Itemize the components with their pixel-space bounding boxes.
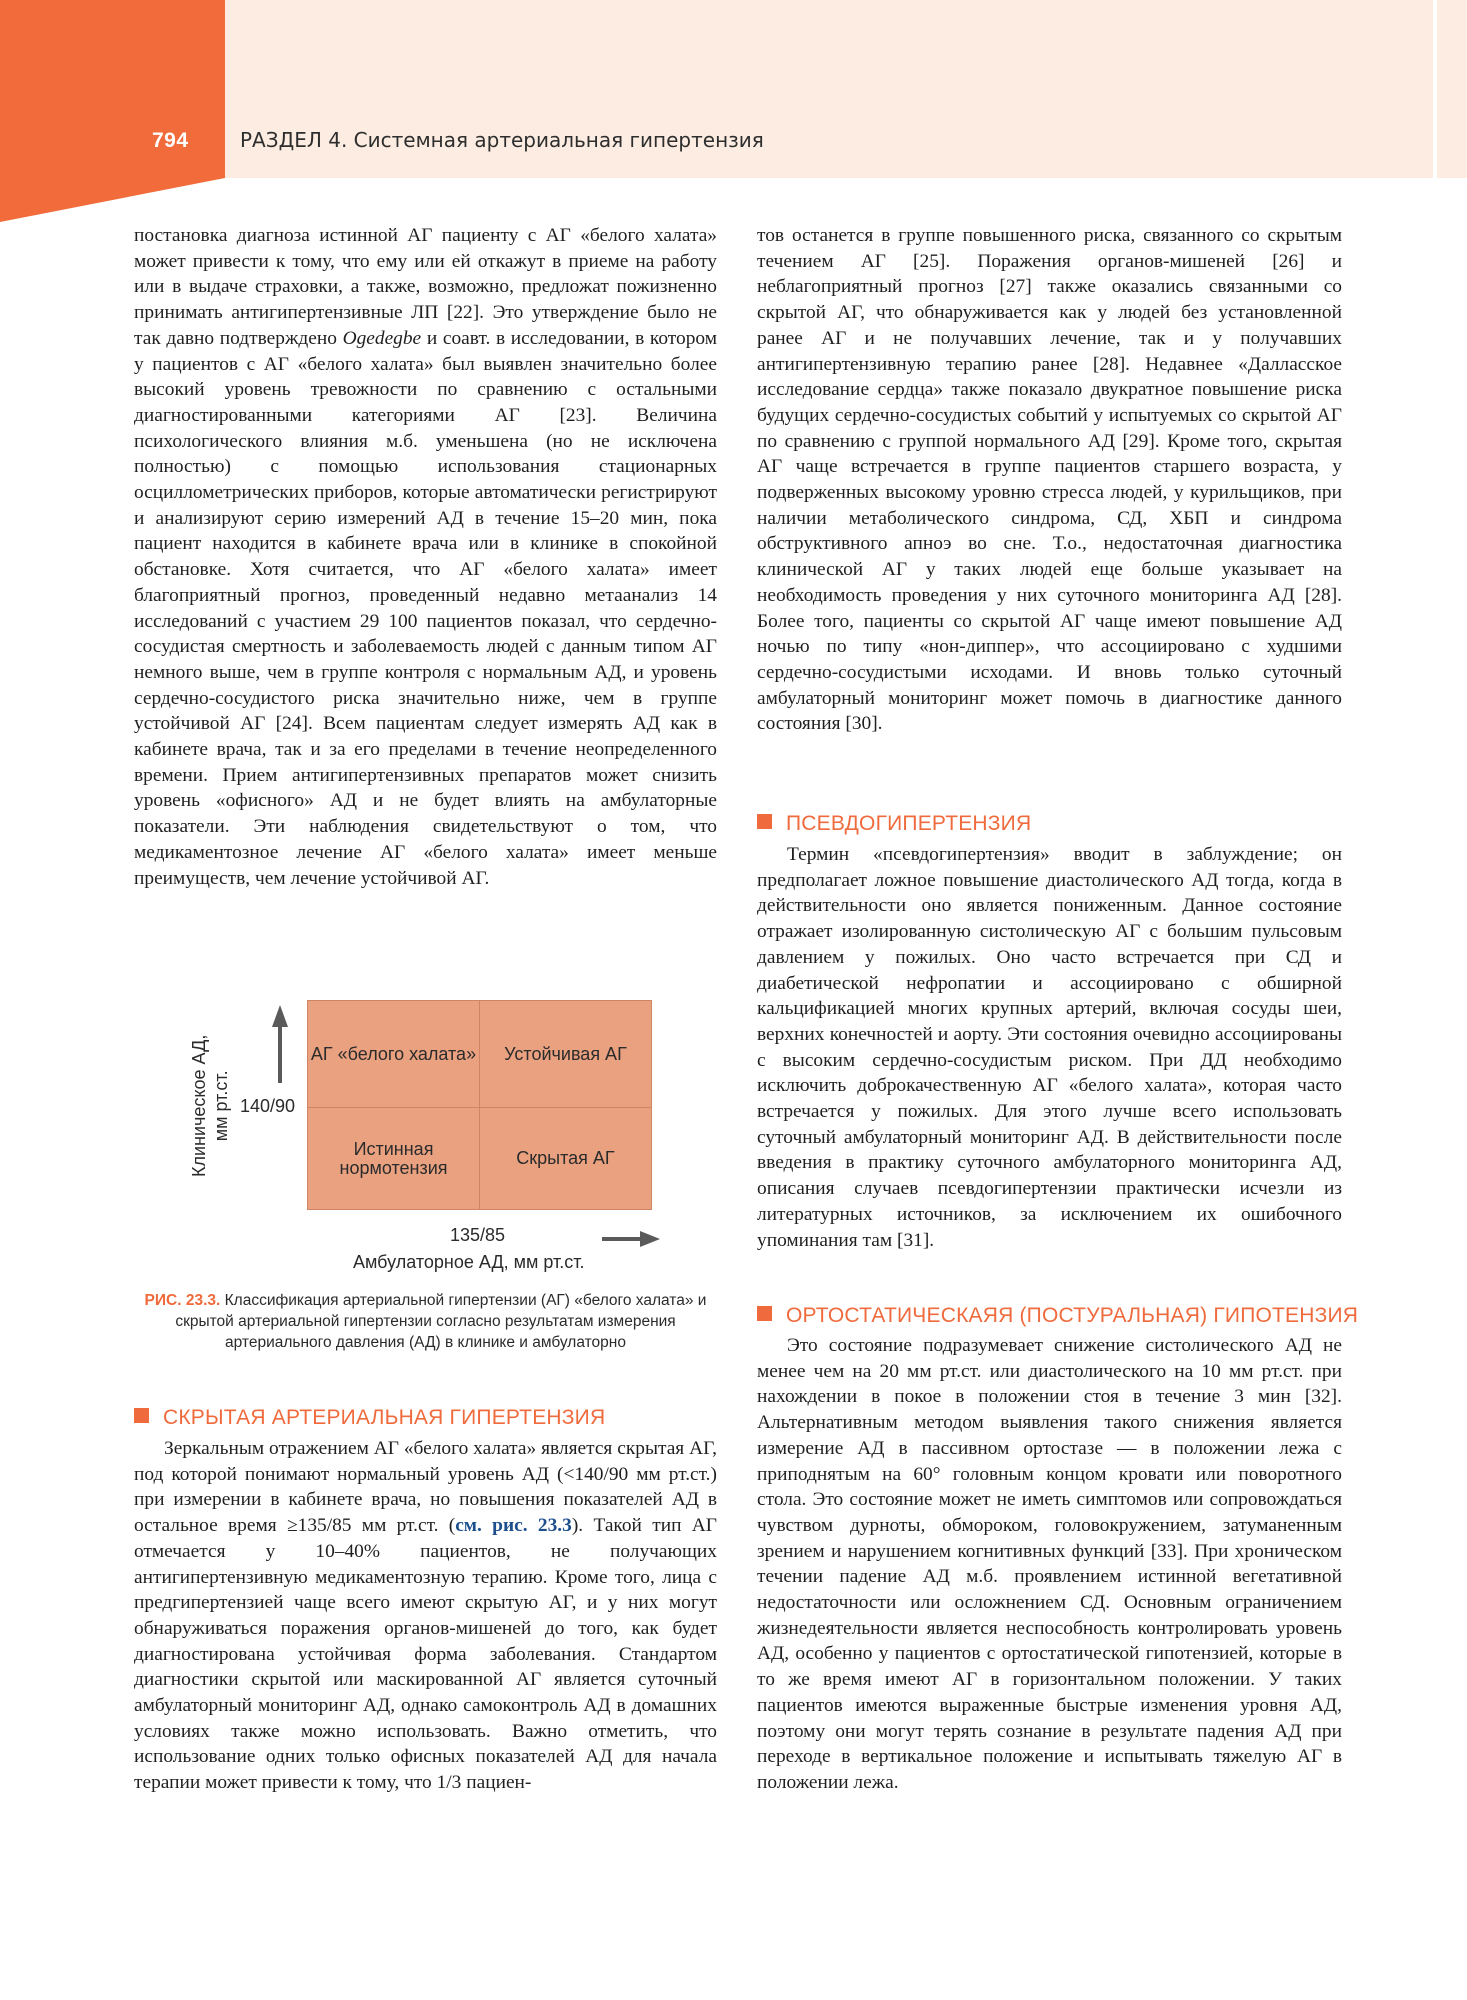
y-axis-arrow-head — [272, 1005, 288, 1027]
y-threshold-label: 140/90 — [240, 1096, 296, 1116]
x-axis-arrow-head — [640, 1231, 660, 1247]
heading-marker-icon — [757, 1306, 772, 1321]
figure-caption-text: Классификация артериальной гипертензии (АГ) «белого халата» и скрытой артериальной гипертензии согласно результатам измерения артериального давления (АД) в клинике и амбулаторно — [175, 1292, 707, 1351]
cell-sustained-hypertension: Устойчивая АГ — [479, 1000, 652, 1108]
header-strip — [1433, 0, 1467, 178]
right-column-text — [757, 223, 1342, 737]
cell-masked-hypertension: Скрытая АГ — [479, 1107, 652, 1210]
masked-hypertension-text — [134, 1436, 717, 1796]
heading-text: ПСЕВДОГИПЕРТЕНЗИЯ — [786, 812, 1032, 835]
orthostatic-hypotension-text — [757, 1333, 1342, 1796]
paragraph — [134, 223, 717, 891]
heading-marker-icon — [134, 1408, 149, 1423]
cell-true-normotension: Истинная нормотензия — [307, 1107, 480, 1210]
figure-caption-label: РИС. 23.3. — [144, 1292, 221, 1309]
text-run: и соавт. в исследовании, в котором у пациентов с АГ «белого халата» был выявлен значительно более высокий уровень тревожности по сравнению с остальными диагностированными категориями АГ [23]. Величина психологического влияния м.б. уменьшена (но не исключена полностью) с помощью использования стационарных осциллометрических приборов, которые автоматически регистрируют и анализируют серию измерений АД в течение 15–20 мин, пока пациент находится в кабинете врача или в клинике в спокойной обстановке. Хотя считается, что АГ «белого халата» имеет благоприятный прогноз, проведенный недавно метаанализ 14 исследований с участием 29 100 пациентов показал, что сердечно-сосудистая смертность и заболеваемость людей с данным типом АГ немного выше, чем в группе контроля с нормальным АД, и уровень сердечно-сосудистого риска значительно ниже, чем в группе устойчивой АГ [24]. Всем пациентам следует измерять АД как в кабинете врача, так и за его пределами в течение неопределенного времени. Прием антигипертензивных препаратов может снизить уровень «офисного» АД и не будет влиять на амбулаторные показатели. Эти наблюдения свидетельствуют о том, что медикаментозное лечение АГ «белого халата» имеет меньше преимуществ, чем лечение устойчивой АГ. — [134, 327, 717, 889]
paragraph: Термин «псевдогипертензия» вводит в заблуждение; он предполагает ложное повышение диастолического АД тогда, когда в действительности оно является пониженным. Данное состояние отражает изолированную систолическую АГ с большим пульсовым давлением у пожилых. Оно часто встречается при СД и диабетической нефропатии и ассоциировано с обширной кальцификацией многих крупных артерий, включая сосуды шеи, верхних конечностей и аорту. Эти состояния очевидно ассоциированы с высоким сердечно-сосудистым риском. При ДД необходимо исключить доброкачественную АГ «белого халата», которая часто встречается у пожилых. Для этого лучше всего использовать суточный амбулаторный мониторинг АД. В действительности после введения в практику суточного амбулаторного мониторинга АД, описания случаев псевдогипертензии практически исчезли из литературных источников, за исключением их ошибочного упоминания там [31]. — [757, 844, 1342, 1251]
page-corner-tab — [0, 0, 225, 178]
heading-text: ОРТОСТАТИЧЕСКАЯЯ (ПОСТУРАЛЬНАЯ) ГИПОТЕНЗИЯ — [786, 1304, 1359, 1327]
left-column-text — [134, 223, 717, 891]
page-number: 794 — [152, 129, 189, 152]
text-run: постановка диагноза истинной АГ пациенту с АГ «белого халата» может привести к тому, что ему или ей откажут в приеме на работу или в выдаче страховки, а также, возможно, предложат пожизненно принимать антигипертензивные ЛП [22]. Это утверждение было не так давно подтверждено — [134, 225, 717, 349]
running-head: РАЗДЕЛ 4. Системная артериальная гипертензия — [240, 128, 764, 152]
paragraph: тов останется в группе повышенного риска, связанного со скрытым течением АГ [25]. Поражения органов-мишеней [26] и неблагоприятный прогноз [27] также оказались связанными со скрытой АГ, что обнаруживается как у людей без установленной ранее АГ и не получавших лечение, так и у получавших антигипертензивную терапию ранее [28]. Недавнее «Далласское исследование сердца» также показало двукратное повышение риска будущих сердечно-сосудистых событий у испытуемых со скрытой АГ по сравнению с группой нормального АД [29]. Кроме того, скрытая АГ чаще встречается в группе пациентов старшего возраста, у подверженных высокому уровню стресса людей, у курильщиков, при наличии метаболического синдрома, СД, ХБП и синдрома обструктивного апноэ во сне. Т.о., недостаточная диагностика клинической АГ у таких людей еще больше указывает на необходимость проведения у них суточного мониторинга АД [28]. Более того, пациенты со скрытой АГ чаще имеют повышение АД ночью по типу «нон-диппер», что ассоциировано с худшими сердечно-сосудистыми исходами. И вновь только суточный амбулаторный мониторинг может помочь в диагностике данного состояния [30]. — [757, 225, 1342, 735]
paragraph: Это состояние подразумевает снижение систолического АД не менее чем на 20 мм рт.ст. или диастолического на 10 мм рт.ст. при нахождении в покое в положении стоя в течение 3 мин [32]. Альтернативным методом выявления такого снижения является измерение АД в пассивном ортостазе — в положении лежа с приподнятым на 60° головным концом кровати или поворотного стола. Это состояние может не иметь симптомов или сопровождаться чувством дурноты, обмороком, головокружением, затуманенным зрением и нарушением когнитивных функций [33]. При хроническом течении падение АД м.б. проявлением истинной вегетативной недостаточности или осложнением СД. Основным ограничением жизнедеятельности является неспособность контролировать уровень АД, особенно у пациентов с ортостатической гипотензией, которые в то же время имеют АГ в горизонтальном положении. У таких пациентов имеются выраженные быстрые изменения уровня АД, поэтому они могут терять сознание в результате падения АД при переходе в вертикальное положение и испытывать тяжелую АГ в положении лежа. — [757, 1335, 1342, 1793]
y-axis-label-line1: Клиническое АД, — [189, 1034, 209, 1177]
figure-reference-link[interactable]: см. рис. 23.3 — [455, 1515, 572, 1537]
x-axis-label: Амбулаторное АД, мм рт.ст. — [353, 1252, 585, 1272]
page-corner-tab-tail — [0, 178, 225, 222]
author-name: Ogedegbe — [342, 327, 422, 349]
section-heading-pseudohypertension — [757, 812, 1031, 836]
section-heading-orthostatic-hypotension — [757, 1304, 1358, 1328]
pseudohypertension-text — [757, 842, 1342, 1253]
y-axis-label — [188, 1035, 232, 1177]
classification-figure — [190, 995, 670, 1280]
x-threshold-label: 135/85 — [450, 1225, 506, 1245]
text-run: ). Такой тип АГ отмечается у 10–40% пациентов, не получающих антигипертензивную медикаментозную терапию. Кроме того, лица с предгипертензией чаще всего имеют скрытую АГ, и у них могут обнаруживаться поражения органов-мишеней до того, как будет диагностирована устойчивая форма заболевания. Стандартом диагностики скрытой или маскированной АГ является суточный амбулаторный мониторинг АД, однако самоконтроль АД в домашних условиях также можно использовать. Важно отметить, что использование одних только офисных показателей АД для начала терапии может привести к тому, что 1/3 пациен- — [134, 1515, 718, 1794]
paragraph — [134, 1436, 717, 1796]
figure-caption — [134, 1290, 717, 1353]
heading-marker-icon — [757, 814, 772, 829]
heading-text: СКРЫТАЯ АРТЕРИАЛЬНАЯ ГИПЕРТЕНЗИЯ — [163, 1406, 606, 1429]
y-axis-label-line2: мм рт.ст. — [211, 1070, 231, 1142]
text-run: Зеркальным отражением АГ «белого халата» является скрытая АГ, под которой понимают нормальный уровень АД (<140/90 мм рт.ст.) при измерении в кабинете врача, но повышения показателей АД в остальное время ≥135/85 мм рт.ст. ( — [134, 1438, 717, 1537]
section-heading-masked-hypertension — [134, 1406, 605, 1430]
cell-white-coat: АГ «белого халата» — [307, 1000, 480, 1108]
